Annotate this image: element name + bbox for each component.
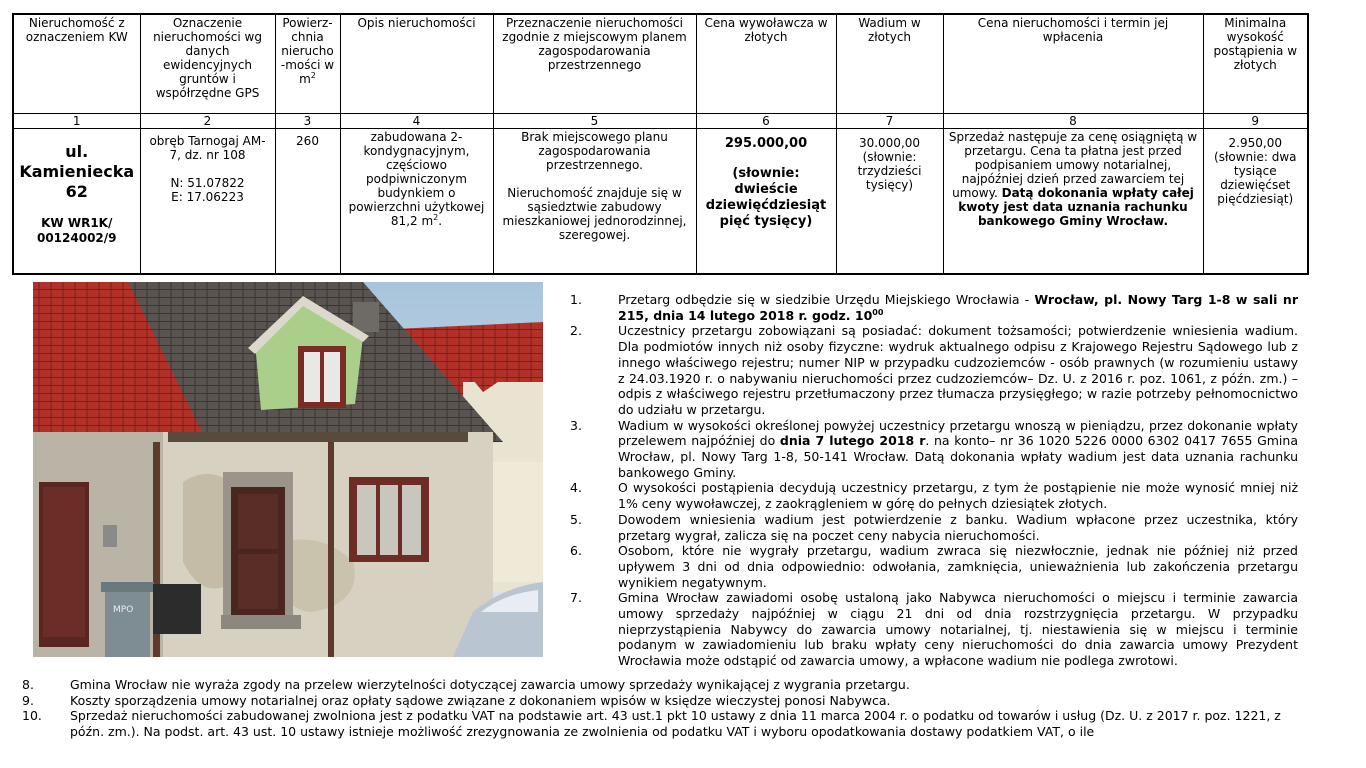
column-number: 8 <box>943 114 1203 129</box>
gps-east: E: 17.06223 <box>171 190 244 204</box>
deposit-deadline: dnia 7 lutego 2018 r <box>779 433 926 449</box>
header-cell: Oznaczenie nieruchomości wg danych ewidencyjnych gruntów i współrzędne GPS <box>140 14 275 114</box>
column-number-row <box>13 114 1308 129</box>
list-item <box>570 292 1298 323</box>
item-text: Dowodem wniesienia wadium jest potwierdzenie z banku. Wadium wpłacone przez uczestnika, który przetarg wygrał, zalicza się na poczet ceny nabycia nieruchomości. <box>618 511 1298 543</box>
item-text: Sprzedaż nieruchomości zabudowanej zwolniona jest z podatku VAT na podstawie art. 43 ust.1 pkt 10 ustawy z dnia 11 marca 2004 r. o podatku od towarów i usług (Dz. U. z 2017 r. poz. 1221, z późn. zm.). Na podst. art. 43 ust. 10 ustawy istnieje możliwość zrezygnowania ze zwolnienia od podatku VAT i wyboru opodatkowania dostawy podatkiem VAT, o ile <box>70 708 1281 740</box>
payment-date-rule: Datą dokonania wpłaty całej kwoty jest data uznania rachunku bankowego Gminy Wrocław. <box>958 186 1194 228</box>
column-number: 5 <box>493 114 696 129</box>
item-text: Przetarg odbędzie się w siedzibie Urzędu Miejskiego Wrocławia - <box>618 292 1035 307</box>
column-number: 1 <box>13 114 140 129</box>
description-text: zabudowana 2-kondygnacyjnym, częściowo podpiwniczonym budynkiem o powierzchni użytkowej 81,2 m <box>348 130 485 228</box>
area-value: 260 <box>296 134 319 148</box>
item-number: 5. <box>570 511 582 527</box>
purpose-cell <box>493 129 696 275</box>
header-cell: Cena nieruchomości i termin jej wpłacenia <box>943 14 1203 114</box>
min-bid-cell <box>1203 129 1308 275</box>
header-cell: Minimalna wysokość postąpienia w złotych <box>1203 14 1308 114</box>
item-number: 7. <box>570 590 582 606</box>
auction-terms-list-continued <box>22 677 1298 740</box>
list-item <box>570 543 1298 590</box>
min-bid-amount: 2.950,00 <box>1228 136 1282 150</box>
list-item <box>570 418 1298 481</box>
starting-price: 295.000,00 <box>724 136 808 151</box>
property-address: ul. Kamieniecka 62 <box>19 142 135 201</box>
min-bid-words: (słownie: dwa tysiące dziewięćset pięćdziesiąt) <box>1214 150 1297 206</box>
bin-label: MPO <box>113 605 134 615</box>
payment-terms-cell <box>943 129 1203 275</box>
description-end: . <box>438 214 443 228</box>
parcel-cell <box>140 129 275 275</box>
property-cell <box>13 129 140 275</box>
item-number: 3. <box>570 417 582 433</box>
property-photo <box>33 282 543 657</box>
item-text: Gmina Wrocław nie wyraża zgody na przelew wierzytelności dotyczącej zawarcia umowy sprzedaży wynikającej z wygrania przetargu. <box>70 677 910 692</box>
list-item <box>570 512 1298 543</box>
superscript: 2 <box>433 213 439 222</box>
parcel-designation: obręb Tarnogaj AM-7, dz. nr 108 <box>149 134 266 162</box>
item-text: Gmina Wrocław zawiadomi osobę ustaloną jako Nabywca nieruchomości o miejscu i terminie zawarcia umowy sprzedaży najpóźniej w ciągu 21 dni od dnia rozstrzygnięcia przetargu. W przypadku nieprzystąpienia Nabywcy do zawarcia umowy notarialnej, tj. niestawienia się w miejscu i terminie podanym w zawiadomieniu lub braku wpłaty ceny nieruchomości do dnia zawarcia umowy Prezydent Wrocławia może odstąpić od zawarcia umowy, a wpłacone wadium nie podlega zwrotowi. <box>618 590 1298 669</box>
deposit-words: (słownie: trzydzieści tysięcy) <box>857 150 922 192</box>
price-cell <box>696 129 836 275</box>
list-item <box>570 480 1298 511</box>
list-item <box>570 323 1298 417</box>
land-registry-number: KW WR1K/ 00124002/9 <box>36 216 117 245</box>
item-number: 4. <box>570 480 582 496</box>
area-cell <box>275 129 340 275</box>
header-cell-area <box>275 14 340 114</box>
header-cell: Nieruchomość z oznaczeniem KW <box>13 14 140 114</box>
property-table <box>12 13 1309 275</box>
header-cell: Wadium w złotych <box>836 14 943 114</box>
item-number: 10. <box>22 708 42 724</box>
header-cell: Cena wywoławcza w złotych <box>696 14 836 114</box>
column-number: 7 <box>836 114 943 129</box>
deposit-amount: 30.000,00 <box>858 136 921 150</box>
item-number: 8. <box>22 677 34 692</box>
purpose-text: Brak miejscowego planu zagospodarowania przestrzennego. <box>521 130 668 172</box>
list-item <box>570 590 1298 669</box>
header-cell: Przeznaczenie nieruchomości zgodnie z miejscowym planem zagospodarowania przestrzennego <box>493 14 696 114</box>
starting-price-words: (słownie: dwieście dziewięćdziesiąt pięć tysięcy) <box>705 166 827 229</box>
list-item <box>22 693 1298 709</box>
superscript: 2 <box>310 71 316 80</box>
item-text: Osobom, które nie wygrały przetargu, wadium zwraca się niezwłocznie, jednak nie później niż przed upływem 3 dni od dnia odpowiednio: odwołania, zamknięcia, unieważnienia lub zakończenia przetargu wynikiem negatywnym. <box>618 543 1298 590</box>
auction-venue-date: Wrocław, pl. Nowy Targ 1-8 w sali nr 215, dnia 14 lutego 2018 r. godz. 10 <box>618 292 1298 323</box>
item-text: O wysokości postąpienia decydują uczestnicy przetargu, z tym że postąpienie nie może wynosić mniej niż 1% ceny wywoławczej, z zaokrągleniem w górę do pełnych dziesiątek złotych. <box>618 480 1298 512</box>
column-number: 3 <box>275 114 340 129</box>
item-number: 2. <box>570 323 582 339</box>
purpose-neighbourhood: Nieruchomość znajduje się w sąsiedztwie zabudowy mieszkaniowej jednorodzinnej, szeregowej. <box>502 186 687 242</box>
item-text: Koszty sporządzenia umowy notarialnej oraz opłaty sądowe związane z dokonaniem wpisów w księdze wieczystej ponosi Nabywca. <box>70 692 891 708</box>
superscript: 00 <box>872 307 884 317</box>
header-text: Powierz-chnia nierucho -mości w m <box>280 16 335 86</box>
header-cell: Opis nieruchomości <box>340 14 493 114</box>
item-text: Uczestnicy przetargu zobowiązani są posiadać: dokument tożsamości; potwierdzenie wniesienia wadium. Dla podmiotów innych niż osoby fizyczne: wydruk aktualnego odpisu z Krajowego Rejestru Sądowego lub z innego właściwego rejestru; numer NIP w przypadku cudzoziemców - osób prawnych (w rozumieniu ustawy z 24.03.1920 r. o nabywaniu nieruchomości przez cudzoziemców– Dz. U. z 2016 r. poz. 1061, z późn. zm.) – odpis z właściwego rejestru przetłumaczony przez tłumacza przysięgłego; w razie potrzeby pełnomocnictwo do udziału w przetargu. <box>618 323 1298 417</box>
table-row <box>13 129 1308 275</box>
gps-north: N: 51.07822 <box>170 176 245 190</box>
deposit-cell <box>836 129 943 275</box>
item-text: Wadium w wysokości określonej powyżej uczestnicy przetargu wnoszą w pieniądzu, przez dokonanie wpłaty przelewem najpóźniej do <box>618 417 1298 449</box>
auction-terms-list <box>570 292 1298 669</box>
item-number: 9. <box>22 692 34 708</box>
item-text: . na konto– nr 36 1020 5226 0000 6302 0417 7655 Gmina Wrocław, pl. Nowy Targ 1-8, 50-141 Wrocław. Datą dokonania wpłaty wadium jest data uznania rachunku bankowego Gminy. <box>618 433 1298 480</box>
column-number: 2 <box>140 114 275 129</box>
payment-terms: Sprzedaż następuje za cenę osiągniętą w przetargu. Cena ta płatna jest przed podpisaniem umowy notarialnej, najpóźniej dzień przed zawarciem tej umowy. <box>948 130 1198 200</box>
list-item <box>22 677 1298 693</box>
item-number: 1. <box>570 292 582 307</box>
column-number: 9 <box>1203 114 1308 129</box>
description-cell <box>340 129 493 275</box>
column-number: 6 <box>696 114 836 129</box>
column-number: 4 <box>340 114 493 129</box>
list-item <box>22 708 1298 739</box>
item-number: 6. <box>570 543 582 559</box>
table-header-row <box>13 14 1308 114</box>
